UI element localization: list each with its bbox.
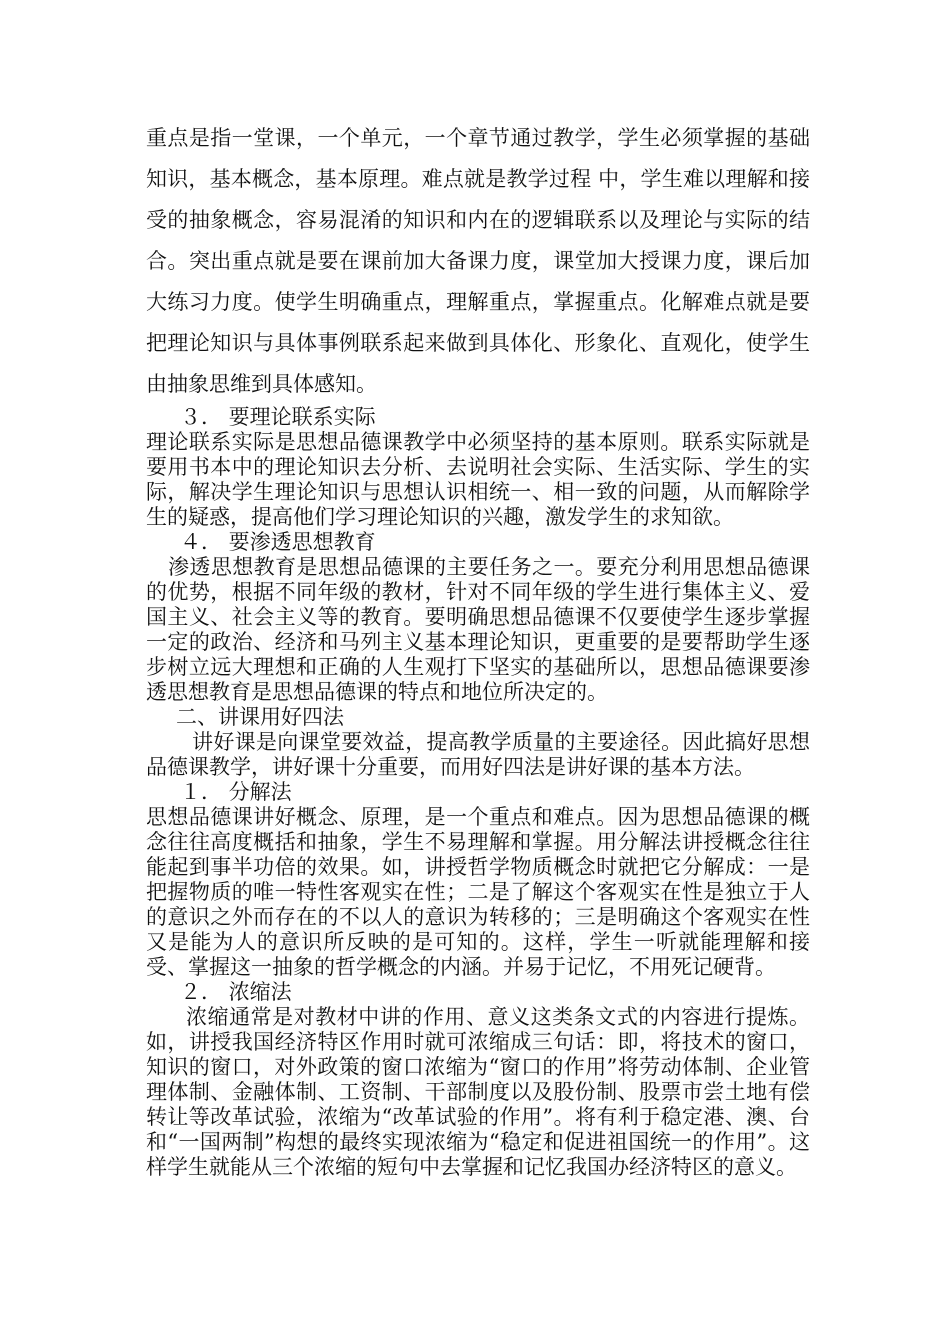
heading-theory-practice: ３． 要理论联系实际 — [180, 405, 376, 429]
paragraph-ideological-education: 渗透思想教育是思想品德课的主要任务之一。要充分利用思想品德课的优势，根据不同年级的教材，针对不同年级的学生进行集体主义、爱国主义、社会主义等的教育。要明确思想品德课不仅要使学生逐步掌握一定的政治、经济和马列主义基本理论知识，更重要的是要帮助学生逐步树立远大理想和正确的人生观打下坚实的基础所以，思想品德课要渗透思想教育是思想品德课的特点和地位所决定的。 — [146, 555, 810, 704]
paragraph-decomposition-method: 思想品德课讲好概念、原理，是一个重点和难点。因为思想品德课的概念往往高度概括和抽象，学生不易理解和掌握。用分解法讲授概念往往能起到事半功倍的效果。如，讲授哲学物质概念时就把它分解成：一是把握物质的唯一特性客观实在性；二是了解这个客观实在性是独立于人的意识之外而存在的不以人的意识为转移的；三是明确这个客观实在性又是能为人的意识所反映的是可知的。这样，学生一听就能理解和接受、掌握这一抽象的哲学概念的内涵。并易于记忆，不用死记硬背。 — [146, 805, 810, 979]
paragraph-four-methods-intro: 讲好课是向课堂要效益，提高教学质量的主要途径。因此搞好思想品德课教学，讲好课十分重要，而用好四法是讲好课的基本方法。 — [146, 730, 810, 779]
paragraph-theory-practice: 理论联系实际是思想品德课教学中必须坚持的基本原则。联系实际就是要用书本中的理论知识去分析、去说明社会实际、生活实际、学生的实际，解决学生理论知识与思想认识相统一、相一致的问题，从而解除学生的疑惑，提高他们学习理论知识的兴趣，激发学生的求知欲。 — [146, 430, 810, 529]
heading-decomposition-method: １． 分解法 — [180, 780, 292, 804]
paragraph-key-points: 重点是指一堂课，一个单元，一个章节通过教学，学生必须掌握的基础知识，基本概念，基本原理。难点就是教学过程 中，学生难以理解和接受的抽象概念，容易混淆的知识和内在的逻辑联系以及理论与实际的结合。突出重点就是要在课前加大备课力度，课堂加大授课力度，课后加大练习力度。使学生明确重点，理解重点，掌握重点。化解难点就是要把理论知识与具体事例联系起来做到具体化、形象化、直观化，使学生由抽象思维到具体感知。 — [146, 126, 810, 396]
heading-condensation-method: ２． 浓缩法 — [180, 980, 292, 1004]
section-heading-four-methods: 二、讲课用好四法 — [176, 705, 344, 729]
document-body — [146, 118, 810, 1180]
heading-ideological-education: ４． 要渗透思想教育 — [180, 530, 376, 554]
paragraph-condensation-method: 浓缩通常是对教材中讲的作用、意义这类条文式的内容进行提炼。如，讲授我国经济特区作用时就可浓缩成三句话：即，将技术的窗口，知识的窗口，对外政策的窗口浓缩为“窗口的作用”将劳动体制、企业管理体制、金融体制、工资制、干部制度以及股份制、股票市尝土地有偿转让等改革试验，浓缩为“改革试验的作用”。将有利于稳定港、澳、台和“一国两制”构想的最终实现浓缩为“稳定和促进祖国统一的作用”。这样学生就能从三个浓缩的短句中去掌握和记忆我国办经济特区的意义。 — [146, 1005, 810, 1179]
